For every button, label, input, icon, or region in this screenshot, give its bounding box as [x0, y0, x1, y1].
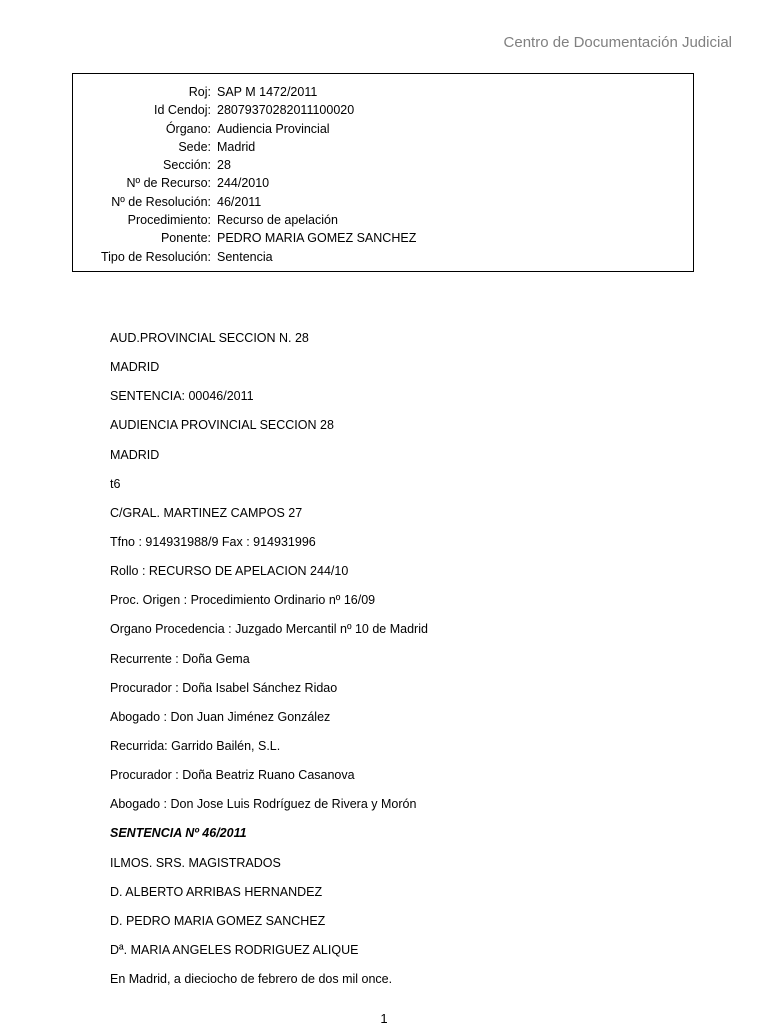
metadata-value: SAP M 1472/2011 [217, 85, 318, 99]
metadata-value: Audiencia Provincial [217, 121, 330, 136]
rollo-line: Rollo : RECURSO DE APELACION 244/10 [110, 564, 349, 579]
court-name-line: AUDIENCIA PROVINCIAL SECCION 28 [110, 418, 334, 433]
metadata-label: Nº de Recurso: [126, 176, 211, 191]
metadata-value: 244/2010 [217, 176, 270, 191]
metadata-value: Sentencia [217, 249, 273, 264]
code-line: t6 [110, 476, 121, 491]
metadata-row-recurso [73, 174, 693, 192]
metadata-row-tipo-resolucion [73, 248, 693, 266]
date-line: En Madrid, a dieciocho de febrero de dos mil once. [110, 972, 393, 987]
metadata-row-ponente [73, 229, 693, 247]
appellant-lawyer-line: Abogado : Don Juan Jiménez González [110, 709, 331, 724]
metadata-label: Id Cendoj: [154, 103, 211, 118]
respondent-lawyer-line: Abogado : Don Jose Luis Rodríguez de Rivera y Morón [110, 797, 417, 812]
respondent-line: Recurrida: Garrido Bailén, S.L. [110, 738, 281, 753]
metadata-value: 28 [217, 158, 231, 173]
address-line: C/GRAL. MARTINEZ CAMPOS 27 [110, 505, 303, 520]
metadata-label: Nº de Resolución: [111, 194, 211, 209]
magistrates-heading: ILMOS. SRS. MAGISTRADOS [110, 855, 281, 870]
metadata-value: PEDRO MARIA GOMEZ SANCHEZ [217, 231, 417, 246]
document-center-title: Centro de Documentación Judicial [503, 34, 732, 51]
city-line: MADRID [110, 360, 160, 375]
sentence-number-line: SENTENCIA: 00046/2011 [110, 389, 254, 404]
appellant-procurator-line: Procurador : Doña Isabel Sánchez Ridao [110, 680, 338, 695]
metadata-row-sede [73, 138, 693, 156]
metadata-label: Tipo de Resolución: [100, 249, 211, 264]
metadata-row-procedimiento [73, 211, 693, 229]
origin-court-line: Organo Procedencia : Juzgado Mercantil nº 10 de Madrid [110, 622, 428, 637]
metadata-label: Sede: [178, 139, 211, 154]
phone-fax-line: Tfno : 914931988/9 Fax : 914931996 [110, 534, 316, 549]
court-section-line: AUD.PROVINCIAL SECCION N. 28 [110, 331, 309, 345]
magistrate-line: D. PEDRO MARIA GOMEZ SANCHEZ [110, 913, 326, 928]
appellant-line: Recurrente : Doña Gema [110, 651, 250, 666]
metadata-label: Sección: [163, 158, 211, 173]
metadata-label: Órgano: [165, 121, 211, 136]
metadata-value: 46/2011 [217, 194, 262, 209]
metadata-row-roj [73, 83, 693, 101]
metadata-table [73, 83, 693, 266]
metadata-value: Recurso de apelación [217, 213, 338, 228]
metadata-row-organo [73, 120, 693, 138]
origin-procedure-line: Proc. Origen : Procedimiento Ordinario nº 16/09 [110, 593, 376, 608]
metadata-row-seccion [73, 156, 693, 174]
metadata-row-resolucion [73, 193, 693, 211]
metadata-box [72, 73, 694, 272]
metadata-value: Madrid [217, 139, 256, 154]
magistrate-line: D. ALBERTO ARRIBAS HERNANDEZ [110, 884, 323, 899]
metadata-label: Ponente: [160, 231, 211, 246]
metadata-row-id-cendoj [73, 101, 693, 119]
magistrate-line: Dª. MARIA ANGELES RODRIGUEZ ALIQUE [110, 942, 359, 957]
respondent-procurator-line: Procurador : Doña Beatriz Ruano Casanova [110, 768, 355, 783]
page-number: 1 [380, 1011, 388, 1026]
document-body [110, 329, 730, 999]
sentence-heading: SENTENCIA Nº 46/2011 [110, 826, 247, 841]
city-line: MADRID [110, 447, 160, 462]
metadata-value: 28079370282011100020 [217, 103, 355, 118]
metadata-label: Procedimiento: [127, 213, 211, 228]
metadata-label: Roj: [188, 85, 211, 99]
